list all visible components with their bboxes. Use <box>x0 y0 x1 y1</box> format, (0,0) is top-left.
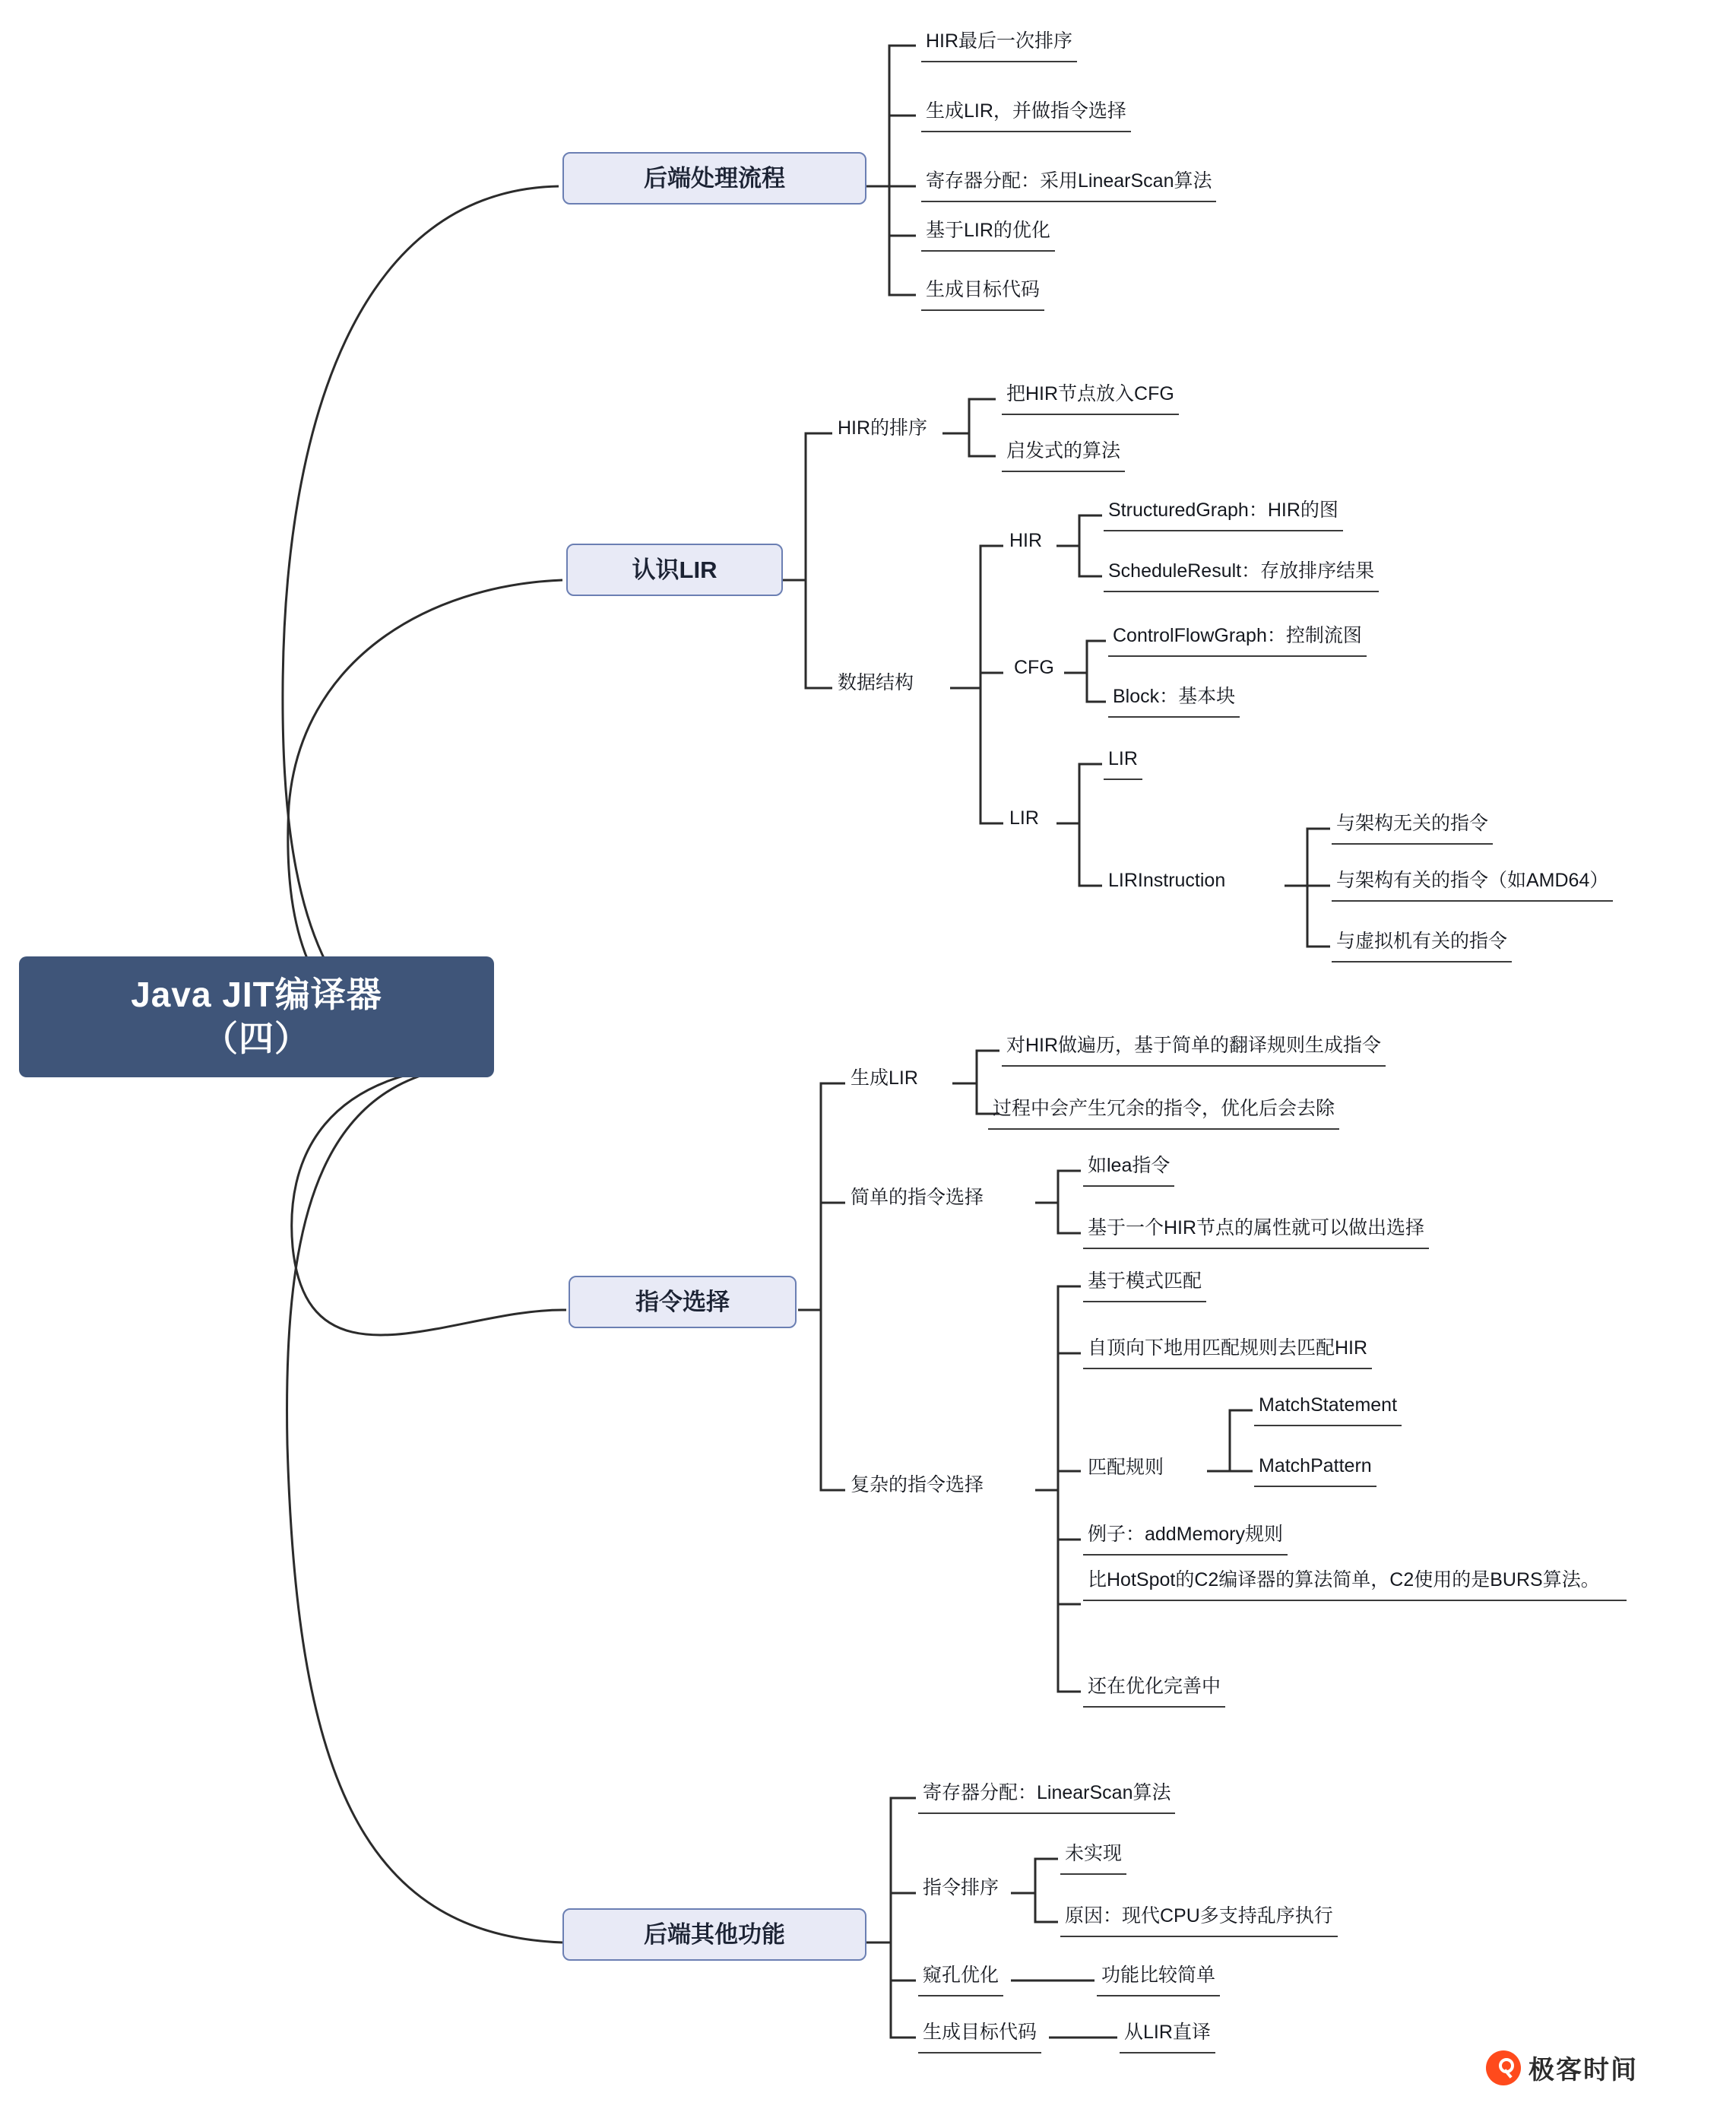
node-lir-item[interactable]: LIR <box>1104 744 1142 780</box>
node-complex-instruction-selection[interactable]: 复杂的指令选择 <box>851 1474 984 1495</box>
node-vm-related-instruction[interactable]: 与虚拟机有关的指令 <box>1332 926 1512 963</box>
node-lirinstruction[interactable]: LIRInstruction <box>1108 870 1226 891</box>
node-peephole-simple[interactable]: 功能比较简单 <box>1097 1960 1220 1996</box>
node-compare-with-c2-burs[interactable]: 比HotSpot的C2编译器的算法简单，C2使用的是BURS算法。 <box>1083 1565 1627 1601</box>
root-label-line2: （四） <box>203 1018 310 1058</box>
node-generate-target-code[interactable]: 生成目标代码 <box>921 274 1044 311</box>
node-hir-sorting[interactable]: HIR的排序 <box>838 417 928 439</box>
branch-node-backend-process[interactable]: 后端处理流程 <box>562 152 866 205</box>
watermark-logo <box>1486 2049 1638 2086</box>
node-lir-group[interactable]: LIR <box>1009 807 1039 829</box>
node-reason-modern-cpu-ooo[interactable]: 原因：现代CPU多支持乱序执行 <box>1060 1901 1338 1937</box>
node-matchpattern[interactable]: MatchPattern <box>1254 1451 1376 1487</box>
node-hir[interactable]: HIR <box>1009 530 1043 551</box>
node-not-implemented[interactable]: 未实现 <box>1060 1838 1126 1875</box>
mindmap-root-node[interactable] <box>19 956 494 1077</box>
node-controlflowgraph[interactable]: ControlFlowGraph：控制流图 <box>1108 620 1367 657</box>
node-matchstatement[interactable]: MatchStatement <box>1254 1390 1402 1426</box>
node-traverse-hir-simple-rules[interactable]: 对HIR做遍历，基于简单的翻译规则生成指令 <box>1002 1030 1386 1067</box>
watermark-text: 极客时间 <box>1529 2056 1638 2085</box>
node-arch-independent-instruction[interactable]: 与架构无关的指令 <box>1332 808 1493 845</box>
node-data-structures[interactable]: 数据结构 <box>838 672 914 693</box>
branch-node-backend-other-features[interactable]: 后端其他功能 <box>562 1908 866 1961</box>
node-arch-dependent-instruction[interactable]: 与架构有关的指令（如AMD64） <box>1332 865 1613 902</box>
branch-node-instruction-selection[interactable]: 指令选择 <box>569 1276 797 1328</box>
geekbang-logo-icon <box>1486 2050 1521 2085</box>
node-direct-translation-from-lir[interactable]: 从LIR直译 <box>1120 2017 1215 2053</box>
node-hir-last-sort[interactable]: HIR最后一次排序 <box>921 26 1077 62</box>
node-based-on-hir-node-attribute[interactable]: 基于一个HIR节点的属性就可以做出选择 <box>1083 1213 1429 1249</box>
node-cfg[interactable]: CFG <box>1014 657 1054 678</box>
node-generate-target-code-2[interactable]: 生成目标代码 <box>918 2017 1041 2053</box>
node-match-rules[interactable]: 匹配规则 <box>1088 1457 1164 1478</box>
node-lea-instruction[interactable]: 如lea指令 <box>1083 1150 1174 1187</box>
branch-node-know-lir[interactable]: 认识LIR <box>566 544 783 596</box>
node-generate-lir[interactable]: 生成LIR <box>851 1067 918 1089</box>
node-top-down-match-hir[interactable]: 自顶向下地用匹配规则去匹配HIR <box>1083 1333 1372 1369</box>
node-block[interactable]: Block：基本块 <box>1108 681 1240 718</box>
root-label-line1: Java JIT编译器 <box>131 975 382 1014</box>
node-pattern-matching-based[interactable]: 基于模式匹配 <box>1083 1266 1206 1302</box>
node-still-improving[interactable]: 还在优化完善中 <box>1083 1671 1225 1708</box>
node-instruction-scheduling[interactable]: 指令排序 <box>923 1877 999 1898</box>
node-gen-lir-instruction-select[interactable]: 生成LIR，并做指令选择 <box>921 96 1131 132</box>
node-scheduleresult[interactable]: ScheduleResult：存放排序结果 <box>1104 556 1379 592</box>
node-peephole-optimization[interactable]: 窥孔优化 <box>918 1960 1003 1996</box>
node-lir-based-optimization[interactable]: 基于LIR的优化 <box>921 215 1055 252</box>
node-simple-instruction-selection[interactable]: 简单的指令选择 <box>851 1187 984 1208</box>
node-redundant-instructions-removed[interactable]: 过程中会产生冗余的指令，优化后会去除 <box>988 1093 1339 1130</box>
node-example-addmemory-rule[interactable]: 例子：addMemory规则 <box>1083 1519 1288 1556</box>
node-put-hir-into-cfg[interactable]: 把HIR节点放入CFG <box>1002 379 1179 415</box>
node-heuristic-algorithm[interactable]: 启发式的算法 <box>1002 436 1125 472</box>
node-register-allocation-linearscan[interactable]: 寄存器分配：采用LinearScan算法 <box>921 166 1216 202</box>
node-register-allocation-linearscan-2[interactable]: 寄存器分配：LinearScan算法 <box>918 1778 1175 1814</box>
node-structuredgraph[interactable]: StructuredGraph：HIR的图 <box>1104 495 1343 531</box>
